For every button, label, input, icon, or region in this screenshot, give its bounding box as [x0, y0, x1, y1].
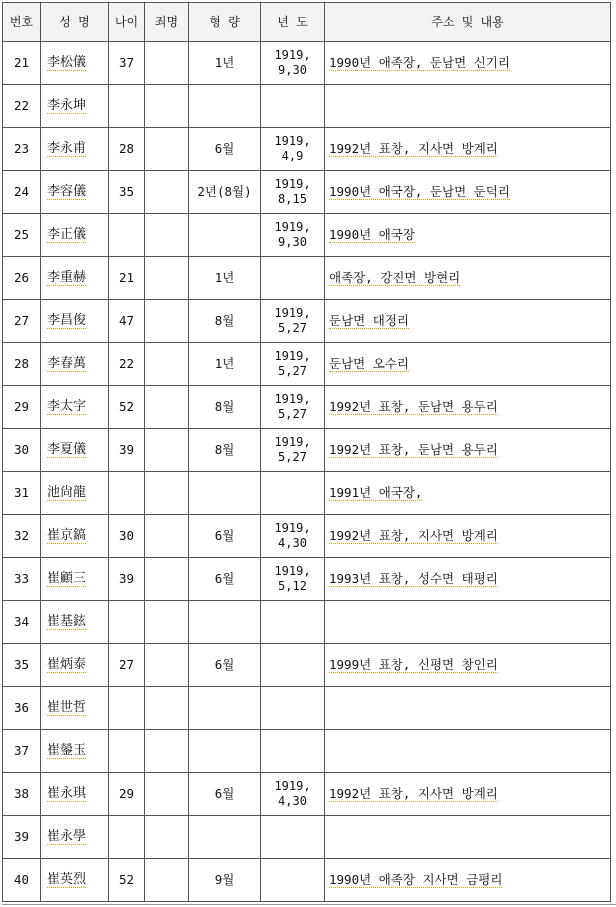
- cell-name: [41, 816, 109, 859]
- cell-age: [109, 816, 145, 859]
- cell-year: [261, 558, 325, 601]
- cell-address: [325, 773, 611, 816]
- cell-address: [325, 429, 611, 472]
- person-name: 崔永學: [47, 829, 87, 844]
- cell-sentence: [189, 601, 261, 644]
- cell-crime: [145, 386, 189, 429]
- year-line-2: 5,12: [278, 579, 307, 593]
- cell-age: 28: [109, 128, 145, 171]
- cell-age: [109, 730, 145, 773]
- cell-year: [261, 816, 325, 859]
- table-header-row: [3, 3, 611, 42]
- year-line-2: 5,27: [278, 407, 307, 421]
- cell-name: [41, 601, 109, 644]
- cell-year: [261, 42, 325, 85]
- cell-num: 32: [3, 515, 41, 558]
- table-row: [3, 687, 611, 730]
- cell-age: 39: [109, 429, 145, 472]
- cell-age: [109, 214, 145, 257]
- address-text: 둔남면 오수리: [329, 356, 409, 371]
- cell-year: [261, 171, 325, 214]
- cell-sentence: 6월: [189, 644, 261, 687]
- cell-year: [261, 386, 325, 429]
- cell-sentence: 1년: [189, 343, 261, 386]
- table-row: [3, 343, 611, 386]
- cell-name: [41, 429, 109, 472]
- cell-address: [325, 515, 611, 558]
- cell-address: [325, 300, 611, 343]
- cell-year: [261, 85, 325, 128]
- cell-age: 52: [109, 386, 145, 429]
- cell-name: [41, 257, 109, 300]
- cell-address: [325, 730, 611, 773]
- header-name: 성 명: [41, 3, 109, 42]
- header-num: 번호: [3, 3, 41, 42]
- table-row: [3, 472, 611, 515]
- person-name: 李永甫: [47, 141, 87, 156]
- table-row: [3, 257, 611, 300]
- person-name: 李昌俊: [47, 313, 87, 328]
- cell-name: [41, 85, 109, 128]
- year-line-2: 5,27: [278, 364, 307, 378]
- year-line-1: 1919,: [274, 177, 311, 191]
- cell-num: 25: [3, 214, 41, 257]
- cell-crime: [145, 214, 189, 257]
- cell-name: [41, 300, 109, 343]
- cell-address: [325, 859, 611, 902]
- header-crime: 죄명: [145, 3, 189, 42]
- cell-name: [41, 171, 109, 214]
- person-name: 李春萬: [47, 356, 87, 371]
- cell-crime: [145, 429, 189, 472]
- cell-name: [41, 128, 109, 171]
- cell-name: [41, 515, 109, 558]
- year-line-2: 4,9: [281, 149, 304, 163]
- cell-num: 40: [3, 859, 41, 902]
- page-edge-divider: [2, 904, 616, 905]
- table-row: [3, 558, 611, 601]
- cell-num: 37: [3, 730, 41, 773]
- cell-sentence: 8월: [189, 386, 261, 429]
- person-name: 崔基鉉: [47, 614, 87, 629]
- cell-age: 21: [109, 257, 145, 300]
- cell-address: [325, 128, 611, 171]
- cell-name: [41, 343, 109, 386]
- address-text: 1992년 표창, 둔남면 용두리: [329, 399, 498, 414]
- year-line-1: 1919,: [274, 779, 311, 793]
- cell-crime: [145, 730, 189, 773]
- address-text: 1999년 표창, 신평면 창인리: [329, 657, 498, 672]
- person-name: 李重赫: [47, 270, 87, 285]
- address-text: 1992년 표창, 둔남면 용두리: [329, 442, 498, 457]
- cell-num: 22: [3, 85, 41, 128]
- cell-num: 33: [3, 558, 41, 601]
- cell-num: 38: [3, 773, 41, 816]
- cell-year: [261, 730, 325, 773]
- cell-address: [325, 257, 611, 300]
- person-name: 崔世哲: [47, 700, 87, 715]
- cell-name: [41, 687, 109, 730]
- cell-year: [261, 859, 325, 902]
- cell-crime: [145, 515, 189, 558]
- cell-crime: [145, 687, 189, 730]
- header-age: 나이: [109, 3, 145, 42]
- cell-year: [261, 257, 325, 300]
- cell-address: [325, 386, 611, 429]
- person-name: 崔英烈: [47, 872, 87, 887]
- cell-sentence: 8월: [189, 300, 261, 343]
- person-name: 池尙龍: [47, 485, 87, 500]
- cell-age: [109, 687, 145, 730]
- cell-address: [325, 472, 611, 515]
- independence-activists-table: [2, 2, 611, 902]
- table-row: [3, 128, 611, 171]
- cell-name: [41, 730, 109, 773]
- cell-year: [261, 300, 325, 343]
- year-line-2: 9,30: [278, 235, 307, 249]
- cell-num: 21: [3, 42, 41, 85]
- cell-num: 36: [3, 687, 41, 730]
- cell-year: [261, 472, 325, 515]
- address-text: 1990년 애족장 지사면 금평리: [329, 872, 503, 887]
- year-line-2: 9,30: [278, 63, 307, 77]
- table-row: [3, 601, 611, 644]
- cell-sentence: 2년(8월): [189, 171, 261, 214]
- cell-age: 22: [109, 343, 145, 386]
- year-line-1: 1919,: [274, 435, 311, 449]
- cell-age: [109, 601, 145, 644]
- address-text: 1992년 표창, 지사면 방계리: [329, 786, 498, 801]
- cell-name: [41, 42, 109, 85]
- cell-sentence: [189, 472, 261, 515]
- cell-crime: [145, 85, 189, 128]
- person-name: 崔炳泰: [47, 657, 87, 672]
- address-text: 둔남면 대정리: [329, 313, 409, 328]
- table-row: [3, 214, 611, 257]
- header-address: 주소 및 내용: [325, 3, 611, 42]
- cell-sentence: [189, 214, 261, 257]
- year-line-1: 1919,: [274, 349, 311, 363]
- table-row: [3, 300, 611, 343]
- cell-num: 39: [3, 816, 41, 859]
- table-row: [3, 429, 611, 472]
- cell-num: 24: [3, 171, 41, 214]
- cell-sentence: 1년: [189, 42, 261, 85]
- header-sentence: 형 량: [189, 3, 261, 42]
- cell-year: [261, 687, 325, 730]
- cell-age: 30: [109, 515, 145, 558]
- table-row: [3, 42, 611, 85]
- cell-sentence: 8월: [189, 429, 261, 472]
- person-name: 李正儀: [47, 227, 87, 242]
- table-row: [3, 386, 611, 429]
- person-name: 李松儀: [47, 55, 87, 70]
- cell-num: 26: [3, 257, 41, 300]
- cell-sentence: 6월: [189, 515, 261, 558]
- cell-crime: [145, 773, 189, 816]
- cell-crime: [145, 472, 189, 515]
- cell-crime: [145, 343, 189, 386]
- table-row: [3, 773, 611, 816]
- cell-name: [41, 472, 109, 515]
- cell-num: 23: [3, 128, 41, 171]
- cell-name: [41, 558, 109, 601]
- cell-num: 35: [3, 644, 41, 687]
- cell-crime: [145, 859, 189, 902]
- cell-address: [325, 343, 611, 386]
- cell-sentence: [189, 730, 261, 773]
- table-row: [3, 859, 611, 902]
- cell-age: 29: [109, 773, 145, 816]
- address-text: 1990년 애족장, 둔남면 신기리: [329, 55, 510, 70]
- year-line-1: 1919,: [274, 220, 311, 234]
- cell-sentence: [189, 816, 261, 859]
- cell-year: [261, 644, 325, 687]
- year-line-2: 5,27: [278, 450, 307, 464]
- cell-num: 31: [3, 472, 41, 515]
- cell-crime: [145, 644, 189, 687]
- person-name: 崔永琪: [47, 786, 87, 801]
- cell-age: 39: [109, 558, 145, 601]
- year-line-2: 8,15: [278, 192, 307, 206]
- cell-age: [109, 85, 145, 128]
- cell-address: [325, 558, 611, 601]
- cell-year: [261, 343, 325, 386]
- cell-name: [41, 859, 109, 902]
- person-name: 李太字: [47, 399, 87, 414]
- cell-address: [325, 601, 611, 644]
- cell-name: [41, 773, 109, 816]
- table-row: [3, 85, 611, 128]
- cell-crime: [145, 300, 189, 343]
- cell-address: [325, 214, 611, 257]
- cell-age: [109, 472, 145, 515]
- cell-year: [261, 601, 325, 644]
- address-text: 1990년 애국장: [329, 227, 415, 242]
- cell-crime: [145, 171, 189, 214]
- cell-crime: [145, 601, 189, 644]
- cell-sentence: 9월: [189, 859, 261, 902]
- cell-address: [325, 171, 611, 214]
- cell-year: [261, 429, 325, 472]
- person-name: 李夏儀: [47, 442, 87, 457]
- person-name: 李永坤: [47, 98, 87, 113]
- table-row: [3, 515, 611, 558]
- cell-num: 27: [3, 300, 41, 343]
- year-line-1: 1919,: [274, 392, 311, 406]
- cell-num: 29: [3, 386, 41, 429]
- address-text: 1991년 애국장,: [329, 485, 423, 500]
- person-name: 崔鎣玉: [47, 743, 87, 758]
- address-text: 1990년 애국장, 둔남면 둔덕리: [329, 184, 510, 199]
- cell-age: 47: [109, 300, 145, 343]
- cell-num: 34: [3, 601, 41, 644]
- cell-year: [261, 128, 325, 171]
- year-line-1: 1919,: [274, 134, 311, 148]
- document-page: [2, 2, 611, 902]
- year-line-1: 1919,: [274, 564, 311, 578]
- cell-crime: [145, 558, 189, 601]
- header-year: 년 도: [261, 3, 325, 42]
- person-name: 崔顧三: [47, 571, 87, 586]
- table-row: [3, 816, 611, 859]
- cell-address: [325, 687, 611, 730]
- table-row: [3, 171, 611, 214]
- address-text: 애족장, 강진면 방현리: [329, 270, 461, 285]
- cell-sentence: 1년: [189, 257, 261, 300]
- cell-address: [325, 42, 611, 85]
- cell-age: 35: [109, 171, 145, 214]
- cell-sentence: [189, 85, 261, 128]
- cell-crime: [145, 257, 189, 300]
- table-row: [3, 730, 611, 773]
- year-line-2: 5,27: [278, 321, 307, 335]
- year-line-2: 4,30: [278, 794, 307, 808]
- cell-address: [325, 816, 611, 859]
- cell-crime: [145, 42, 189, 85]
- table-row: [3, 644, 611, 687]
- year-line-1: 1919,: [274, 48, 311, 62]
- cell-year: [261, 214, 325, 257]
- cell-name: [41, 214, 109, 257]
- address-text: 1993년 표창, 성수면 태평리: [329, 571, 498, 586]
- cell-age: 52: [109, 859, 145, 902]
- cell-crime: [145, 816, 189, 859]
- cell-age: 27: [109, 644, 145, 687]
- cell-num: 30: [3, 429, 41, 472]
- cell-year: [261, 515, 325, 558]
- cell-num: 28: [3, 343, 41, 386]
- cell-crime: [145, 128, 189, 171]
- cell-sentence: 6월: [189, 773, 261, 816]
- cell-sentence: 6월: [189, 128, 261, 171]
- cell-sentence: [189, 687, 261, 730]
- year-line-2: 4,30: [278, 536, 307, 550]
- cell-address: [325, 85, 611, 128]
- address-text: 1992년 표창, 지사면 방계리: [329, 141, 498, 156]
- address-text: 1992년 표창, 지사면 방계리: [329, 528, 498, 543]
- cell-sentence: 6월: [189, 558, 261, 601]
- cell-year: [261, 773, 325, 816]
- cell-name: [41, 644, 109, 687]
- year-line-1: 1919,: [274, 306, 311, 320]
- cell-address: [325, 644, 611, 687]
- person-name: 崔京鎬: [47, 528, 87, 543]
- year-line-1: 1919,: [274, 521, 311, 535]
- cell-age: 37: [109, 42, 145, 85]
- cell-name: [41, 386, 109, 429]
- person-name: 李容儀: [47, 184, 87, 199]
